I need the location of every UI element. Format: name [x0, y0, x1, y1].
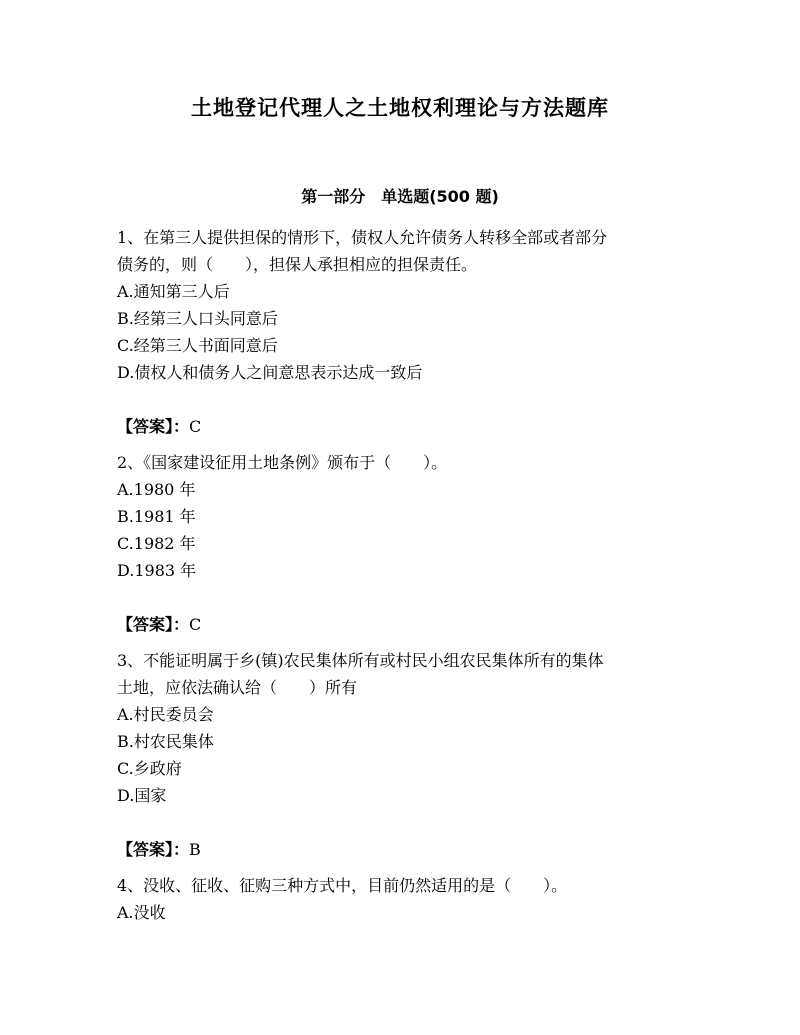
answer-label: 【答案】：	[117, 615, 190, 634]
question-stem: 3、不能证明属于乡(镇)农民集体所有或村民小组农民集体所有的集体	[117, 651, 604, 670]
answer-value: C	[189, 417, 202, 436]
question-list	[117, 224, 687, 926]
option-d: D.1983 年	[117, 561, 197, 580]
option-b: B.1981 年	[117, 507, 196, 526]
question-item	[117, 224, 687, 440]
question-stem: 1、在第三人提供担保的情形下，债权人允许债务人转移全部或者部分	[117, 228, 608, 247]
option-a: A.通知第三人后	[117, 282, 230, 301]
answer-line	[117, 836, 687, 863]
answer-label: 【答案】：	[117, 840, 190, 859]
option-d: D.国家	[117, 786, 167, 805]
question-stem: 2、《国家建设征用土地条例》颁布于（ ）。	[117, 453, 448, 472]
option-c: C.乡政府	[117, 759, 182, 778]
question-item	[117, 449, 687, 638]
option-d: D.债权人和债务人之间意思表示达成一致后	[117, 363, 423, 382]
option-c: C.经第三人书面同意后	[117, 336, 278, 355]
option-a: A.没收	[117, 903, 166, 922]
option-b: B.村农民集体	[117, 732, 214, 751]
page-title: 土地登记代理人之土地权利理论与方法题库	[191, 95, 609, 120]
question-stem: 债务的，则（ ），担保人承担相应的担保责任。	[117, 255, 478, 274]
option-a: A.村民委员会	[117, 705, 214, 724]
answer-line	[117, 413, 687, 440]
answer-label: 【答案】：	[117, 417, 190, 436]
question-stem: 土地，应依法确认给（ ）所有	[117, 678, 358, 697]
question-stem: 4、没收、征收、征购三种方式中，目前仍然适用的是（ ）。	[117, 876, 568, 895]
section-heading: 第一部分 单选题(500 题)	[301, 187, 499, 206]
option-c: C.1982 年	[117, 534, 196, 553]
question-item	[117, 647, 687, 863]
option-a: A.1980 年	[117, 480, 196, 499]
option-b: B.经第三人口头同意后	[117, 309, 278, 328]
answer-value: C	[189, 615, 202, 634]
answer-value: B	[189, 840, 201, 859]
question-item	[117, 872, 687, 926]
answer-line	[117, 611, 687, 638]
